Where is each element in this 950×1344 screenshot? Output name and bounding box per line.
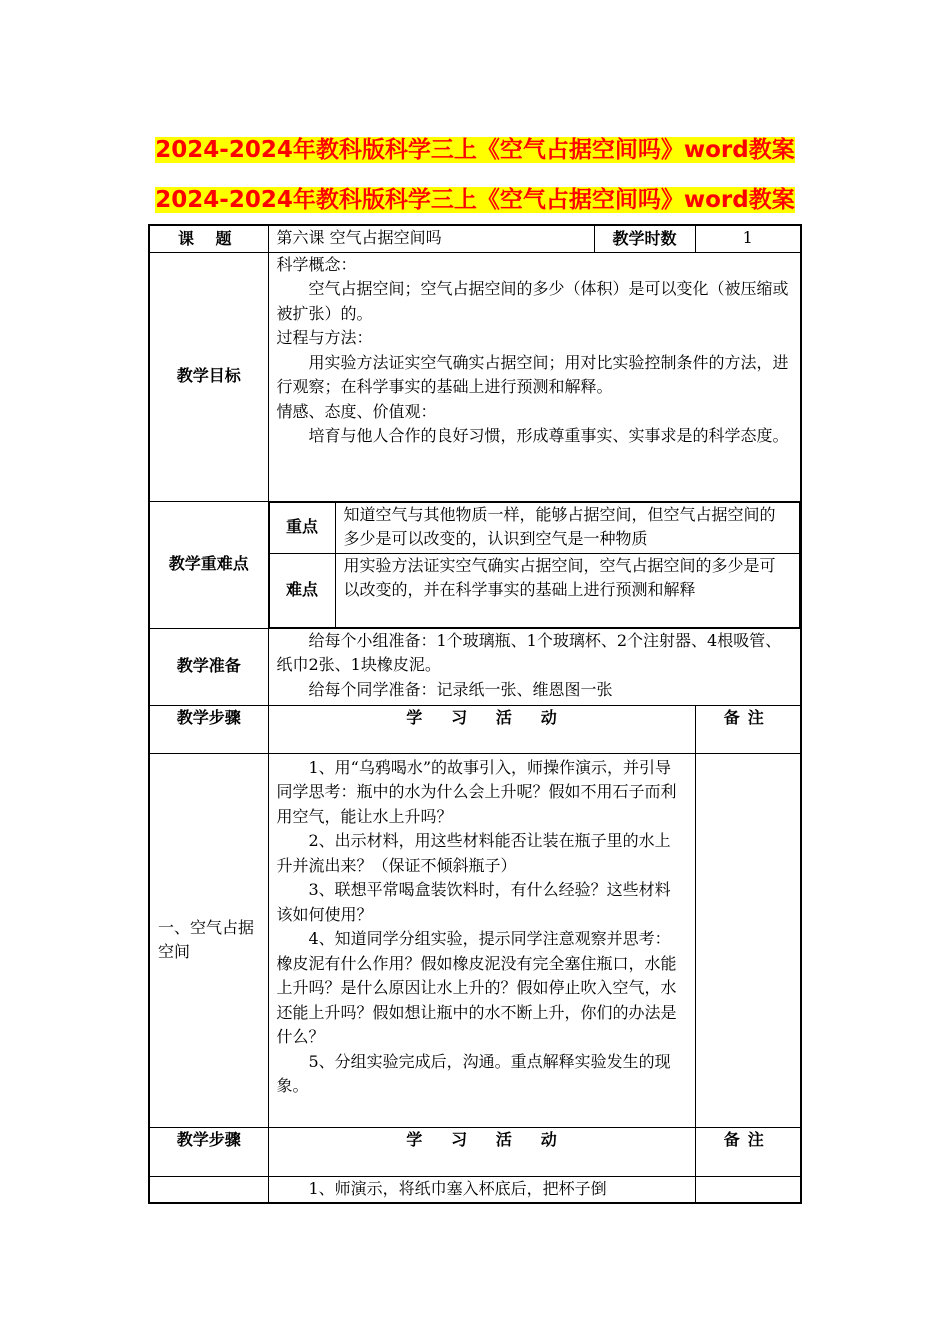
prep-row — [149, 628, 801, 705]
lesson-plan-table — [148, 224, 802, 1204]
activity-header-label-2: 学习活动 — [268, 1127, 695, 1176]
steps-header-row-2 — [149, 1127, 801, 1176]
steps-header-row — [149, 705, 801, 753]
hard-point-label: 难点 — [269, 553, 335, 627]
activity-item: 1、用“乌鸦喝水”的故事引入，师操作演示，并引导同学思考：瓶中的水为什么会上升呢？假如不用石子而利用空气，能让水上升吗？ — [276, 757, 677, 826]
hours-label: 教学时数 — [594, 225, 695, 252]
hours-value: 1 — [695, 225, 801, 252]
lesson-value: 第六课 空气占据空间吗 — [268, 225, 594, 252]
keypoints-label: 教学重难点 — [149, 501, 268, 628]
notes-header-label-2: 备注 — [695, 1127, 801, 1176]
group-prep-text: 给每个小组准备：1个玻璃瓶、1个玻璃杯、2个注射器、4根吸管、纸巾2张、1块橡皮泥。 — [276, 630, 782, 674]
section1-activities — [268, 753, 695, 1127]
section2-notes — [695, 1176, 801, 1203]
goals-label: 教学目标 — [149, 252, 268, 501]
document-title: 2024-2024年教科版科学三上《空气占据空间吗》word教案 — [155, 137, 795, 163]
keypoints-inner-table — [269, 502, 801, 628]
notes-header-label: 备注 — [695, 705, 801, 753]
concept-heading: 科学概念： — [276, 254, 357, 274]
activity-item: 5、分组实验完成后，沟通。重点解释实验发生的现象。 — [276, 1051, 671, 1095]
key-point-text: 知道空气与其他物质一样，能够占据空间，但空气占据空间的多少是可以改变的，认识到空气是一种物质 — [335, 502, 800, 553]
prep-content — [268, 628, 801, 705]
key-point-label: 重点 — [269, 502, 335, 553]
section1-row — [149, 753, 801, 1127]
key-point-row — [269, 502, 800, 553]
prep-label: 教学准备 — [149, 628, 268, 705]
hard-point-text: 用实验方法证实空气确实占据空间，空气占据空间的多少是可以改变的，并在科学事实的基础上进行预测和解释 — [335, 553, 800, 627]
attitude-heading: 情感、态度、价值观： — [276, 401, 437, 421]
lesson-label: 课 题 — [149, 225, 268, 252]
keypoints-content — [268, 501, 801, 628]
section2-step-label — [149, 1176, 268, 1203]
student-prep-text: 给每个同学准备：记录纸一张、维恩图一张 — [308, 679, 613, 699]
section2-row — [149, 1176, 801, 1203]
section1-step-label: 一、空气占据空间 — [149, 753, 268, 1127]
lesson-row — [149, 225, 801, 252]
activity-item: 2、出示材料，用这些材料能否让装在瓶子里的水上升并流出来？（保证不倾斜瓶子） — [276, 831, 671, 875]
goals-content — [268, 252, 801, 501]
keypoints-row — [149, 501, 801, 628]
section2-activities — [268, 1176, 695, 1203]
attitude-text: 培育与他人合作的良好习惯，形成尊重事实、实事求是的科学态度。 — [308, 426, 789, 445]
activity-item: 4、知道同学分组实验，提示同学注意观察并思考：橡皮泥有什么作用？假如橡皮泥没有完全塞住瓶口，水能上升吗？是什么原因让水上升的？假如停止吹入空气，水还能上升吗？假如想让瓶中的水不断上升，你们的办法是什么？ — [276, 929, 677, 1046]
hard-point-row — [269, 553, 800, 627]
section1-notes — [695, 753, 801, 1127]
process-heading: 过程与方法： — [276, 328, 373, 347]
activity-item: 1、师演示，将纸巾塞入杯底后，把杯子倒 — [308, 1178, 607, 1198]
goals-row — [149, 252, 801, 501]
concept-text: 空气占据空间；空气占据空间的多少（体积）是可以变化（被压缩或被扩张）的。 — [276, 279, 789, 323]
activity-header-label: 学习活动 — [268, 705, 695, 753]
activity-item: 3、联想平常喝盒装饮料时，有什么经验？这些材料该如何使用？ — [276, 880, 671, 924]
steps-header-label-2: 教学步骤 — [149, 1127, 268, 1176]
document-title-repeat: 2024-2024年教科版科学三上《空气占据空间吗》word教案 — [155, 187, 795, 213]
process-text: 用实验方法证实空气确实占据空间；用对比实验控制条件的方法，进行观察；在科学事实的基础上进行预测和解释。 — [276, 352, 789, 396]
steps-header-label: 教学步骤 — [149, 705, 268, 753]
